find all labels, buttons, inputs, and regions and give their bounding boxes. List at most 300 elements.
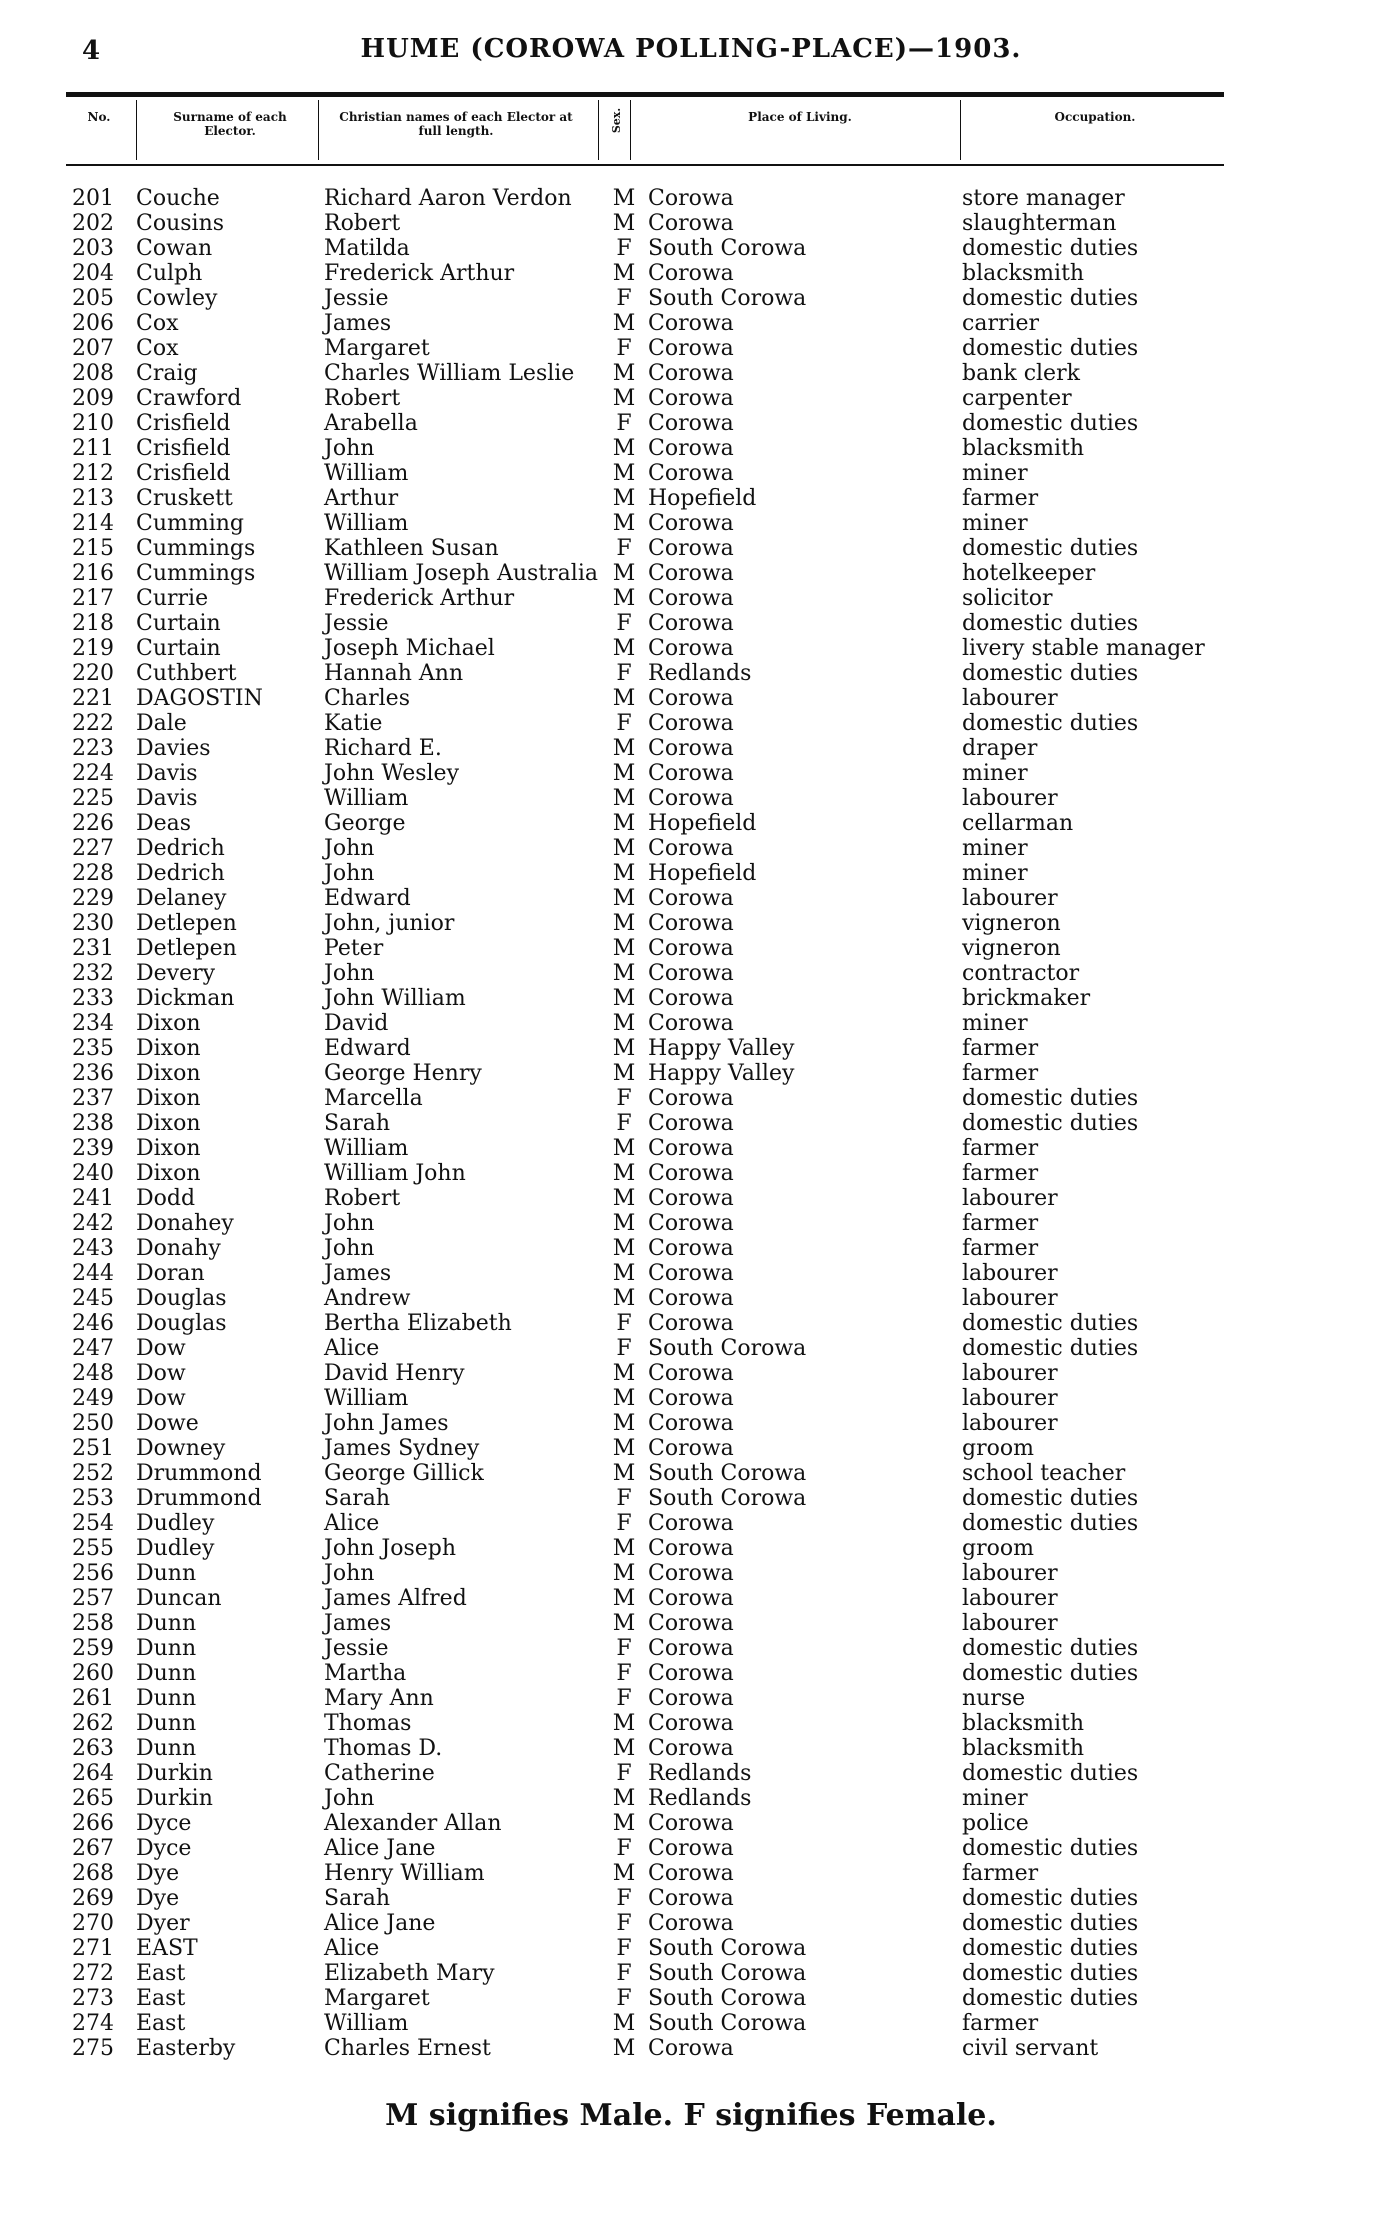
- elector-christian-names: Frederick Arthur: [324, 261, 515, 286]
- elector-surname: Duncan: [136, 1586, 222, 1611]
- elector-number: 230: [72, 911, 114, 936]
- elector-place-of-living: Corowa: [648, 361, 734, 386]
- elector-place-of-living: South Corowa: [648, 286, 807, 311]
- elector-sex: M: [612, 1386, 636, 1411]
- header-bottom-rule: [66, 164, 1224, 166]
- elector-christian-names: Jessie: [324, 1636, 389, 1661]
- elector-sex: F: [616, 1111, 632, 1136]
- elector-occupation: farmer: [962, 1236, 1039, 1261]
- elector-place-of-living: Corowa: [648, 436, 734, 461]
- elector-occupation: livery stable manager: [962, 636, 1205, 661]
- table-row: [66, 1936, 1226, 1961]
- table-row: [66, 436, 1226, 461]
- elector-number: 210: [72, 411, 114, 436]
- elector-surname: Currie: [136, 586, 209, 611]
- elector-christian-names: Charles: [324, 686, 410, 711]
- column-header-sex: Sex.: [610, 107, 624, 134]
- elector-christian-names: John: [324, 1211, 375, 1236]
- elector-number: 274: [72, 2011, 114, 2036]
- elector-place-of-living: Corowa: [648, 1861, 734, 1886]
- elector-sex: M: [612, 511, 636, 536]
- elector-occupation: domestic duties: [962, 1636, 1139, 1661]
- elector-sex: M: [612, 861, 636, 886]
- elector-sex: M: [612, 1286, 636, 1311]
- elector-occupation: labourer: [962, 786, 1058, 811]
- elector-surname: Dow: [136, 1386, 186, 1411]
- table-row: [66, 236, 1226, 261]
- elector-surname: Cummings: [136, 536, 256, 561]
- elector-occupation: blacksmith: [962, 436, 1085, 461]
- elector-surname: Delaney: [136, 886, 227, 911]
- elector-number: 219: [72, 636, 114, 661]
- elector-place-of-living: Corowa: [648, 1611, 734, 1636]
- elector-sex: F: [616, 1336, 632, 1361]
- elector-surname: Davies: [136, 736, 211, 761]
- elector-number: 259: [72, 1636, 114, 1661]
- elector-number: 211: [72, 436, 114, 461]
- elector-place-of-living: Corowa: [648, 1361, 734, 1386]
- elector-sex: M: [612, 636, 636, 661]
- elector-number: 202: [72, 211, 114, 236]
- elector-christian-names: John: [324, 1561, 375, 1586]
- elector-number: 248: [72, 1361, 114, 1386]
- elector-place-of-living: Corowa: [648, 1561, 734, 1586]
- elector-place-of-living: South Corowa: [648, 1936, 807, 1961]
- elector-surname: Crawford: [136, 386, 242, 411]
- elector-surname: Cumming: [136, 511, 245, 536]
- elector-christian-names: John: [324, 1786, 375, 1811]
- elector-place-of-living: Redlands: [648, 661, 752, 686]
- elector-occupation: domestic duties: [962, 286, 1139, 311]
- elector-surname: Dye: [136, 1861, 180, 1886]
- elector-christian-names: Robert: [324, 1186, 401, 1211]
- table-row: [66, 1586, 1226, 1611]
- table-row: [66, 1286, 1226, 1311]
- elector-number: 231: [72, 936, 114, 961]
- elector-christian-names: Arabella: [324, 411, 418, 436]
- elector-place-of-living: Corowa: [648, 836, 734, 861]
- elector-christian-names: William: [324, 1136, 409, 1161]
- elector-surname: Cruskett: [136, 486, 233, 511]
- elector-sex: M: [612, 1536, 636, 1561]
- elector-surname: Cox: [136, 311, 179, 336]
- elector-sex: M: [612, 186, 636, 211]
- elector-surname: East: [136, 2011, 186, 2036]
- elector-place-of-living: Corowa: [648, 336, 734, 361]
- table-row: [66, 461, 1226, 486]
- elector-surname: Cuthbert: [136, 661, 237, 686]
- elector-occupation: miner: [962, 511, 1028, 536]
- table-row: [66, 1086, 1226, 1111]
- header-top-rule: [66, 92, 1224, 97]
- page-title: HUME (COROWA POLLING-PLACE)—1903.: [360, 34, 1022, 64]
- elector-place-of-living: Hopefield: [648, 861, 757, 886]
- elector-place-of-living: Corowa: [648, 736, 734, 761]
- elector-christian-names: Matilda: [324, 236, 410, 261]
- table-row: [66, 861, 1226, 886]
- elector-surname: Cummings: [136, 561, 256, 586]
- elector-surname: Dixon: [136, 1111, 201, 1136]
- elector-number: 229: [72, 886, 114, 911]
- table-row: [66, 836, 1226, 861]
- elector-surname: Dixon: [136, 1036, 201, 1061]
- elector-occupation: domestic duties: [962, 1961, 1139, 1986]
- elector-surname: EAST: [136, 1936, 198, 1961]
- elector-surname: Crisfield: [136, 411, 231, 436]
- elector-occupation: labourer: [962, 1286, 1058, 1311]
- elector-sex: M: [612, 1586, 636, 1611]
- elector-place-of-living: Corowa: [648, 1386, 734, 1411]
- elector-christian-names: Bertha Elizabeth: [324, 1311, 512, 1336]
- elector-christian-names: Hannah Ann: [324, 661, 464, 686]
- elector-sex: M: [612, 836, 636, 861]
- elector-number: 220: [72, 661, 114, 686]
- table-row: [66, 811, 1226, 836]
- table-row: [66, 1686, 1226, 1711]
- elector-occupation: cellarman: [962, 811, 1074, 836]
- elector-place-of-living: Corowa: [648, 1636, 734, 1661]
- elector-place-of-living: Hopefield: [648, 811, 757, 836]
- table-row: [66, 1961, 1226, 1986]
- elector-number: 253: [72, 1486, 114, 1511]
- elector-sex: M: [612, 2011, 636, 2036]
- elector-surname: Crisfield: [136, 461, 231, 486]
- elector-christian-names: Jessie: [324, 286, 389, 311]
- elector-christian-names: Margaret: [324, 1986, 430, 2011]
- elector-christian-names: Alexander Allan: [324, 1811, 502, 1836]
- elector-christian-names: Jessie: [324, 611, 389, 636]
- elector-occupation: labourer: [962, 1586, 1058, 1611]
- table-row: [66, 886, 1226, 911]
- table-row: [66, 486, 1226, 511]
- elector-sex: M: [612, 1236, 636, 1261]
- elector-occupation: labourer: [962, 1386, 1058, 1411]
- elector-number: 237: [72, 1086, 114, 1111]
- elector-place-of-living: South Corowa: [648, 1461, 807, 1486]
- elector-surname: Downey: [136, 1436, 226, 1461]
- elector-surname: Dunn: [136, 1636, 197, 1661]
- elector-surname: Culph: [136, 261, 203, 286]
- table-row: [66, 1311, 1226, 1336]
- elector-occupation: domestic duties: [962, 1836, 1139, 1861]
- elector-number: 215: [72, 536, 114, 561]
- elector-place-of-living: Redlands: [648, 1761, 752, 1786]
- table-row: [66, 1061, 1226, 1086]
- elector-place-of-living: South Corowa: [648, 2011, 807, 2036]
- elector-number: 244: [72, 1261, 114, 1286]
- elector-occupation: domestic duties: [962, 1936, 1139, 1961]
- elector-christian-names: Edward: [324, 1036, 411, 1061]
- elector-occupation: farmer: [962, 486, 1039, 511]
- elector-place-of-living: Corowa: [648, 886, 734, 911]
- elector-christian-names: Marcella: [324, 1086, 423, 1111]
- elector-place-of-living: Corowa: [648, 1586, 734, 1611]
- elector-christian-names: Elizabeth Mary: [324, 1961, 495, 1986]
- elector-sex: F: [616, 611, 632, 636]
- table-row: [66, 1386, 1226, 1411]
- elector-occupation: miner: [962, 1011, 1028, 1036]
- elector-sex: M: [612, 1711, 636, 1736]
- elector-number: 275: [72, 2036, 114, 2061]
- electoral-roll-table: [66, 186, 1226, 2061]
- elector-occupation: blacksmith: [962, 261, 1085, 286]
- elector-occupation: vigneron: [962, 911, 1061, 936]
- elector-occupation: carrier: [962, 311, 1040, 336]
- elector-number: 224: [72, 761, 114, 786]
- elector-christian-names: David: [324, 1011, 389, 1036]
- elector-surname: Dunn: [136, 1711, 197, 1736]
- elector-sex: M: [612, 811, 636, 836]
- table-row: [66, 961, 1226, 986]
- elector-occupation: domestic duties: [962, 1486, 1139, 1511]
- elector-number: 263: [72, 1736, 114, 1761]
- elector-place-of-living: Redlands: [648, 1786, 752, 1811]
- column-divider: [318, 100, 319, 160]
- table-row: [66, 1836, 1226, 1861]
- elector-place-of-living: Corowa: [648, 1086, 734, 1111]
- elector-number: 249: [72, 1386, 114, 1411]
- elector-occupation: nurse: [962, 1686, 1026, 1711]
- elector-surname: Deas: [136, 811, 192, 836]
- elector-occupation: police: [962, 1811, 1029, 1836]
- elector-place-of-living: Corowa: [648, 1686, 734, 1711]
- table-row: [66, 711, 1226, 736]
- elector-number: 255: [72, 1536, 114, 1561]
- elector-sex: M: [612, 1861, 636, 1886]
- elector-place-of-living: Corowa: [648, 1736, 734, 1761]
- elector-number: 242: [72, 1211, 114, 1236]
- elector-surname: Dunn: [136, 1736, 197, 1761]
- elector-occupation: domestic duties: [962, 1311, 1139, 1336]
- elector-christian-names: Henry William: [324, 1861, 485, 1886]
- elector-place-of-living: Corowa: [648, 586, 734, 611]
- elector-christian-names: Mary Ann: [324, 1686, 434, 1711]
- table-row: [66, 1536, 1226, 1561]
- elector-number: 235: [72, 1036, 114, 1061]
- elector-christian-names: Catherine: [324, 1761, 435, 1786]
- elector-place-of-living: Corowa: [648, 1136, 734, 1161]
- elector-surname: Dunn: [136, 1661, 197, 1686]
- elector-sex: M: [612, 461, 636, 486]
- elector-occupation: domestic duties: [962, 336, 1139, 361]
- elector-number: 238: [72, 1111, 114, 1136]
- elector-number: 246: [72, 1311, 114, 1336]
- elector-christian-names: William: [324, 786, 409, 811]
- elector-place-of-living: Corowa: [648, 1661, 734, 1686]
- elector-surname: Dow: [136, 1361, 186, 1386]
- elector-place-of-living: Corowa: [648, 1511, 734, 1536]
- elector-number: 221: [72, 686, 114, 711]
- elector-place-of-living: Corowa: [648, 1311, 734, 1336]
- elector-occupation: domestic duties: [962, 1336, 1139, 1361]
- elector-sex: F: [616, 1086, 632, 1111]
- elector-surname: Dudley: [136, 1536, 215, 1561]
- elector-number: 258: [72, 1611, 114, 1636]
- elector-occupation: miner: [962, 861, 1028, 886]
- table-row: [66, 761, 1226, 786]
- elector-sex: M: [612, 436, 636, 461]
- elector-christian-names: James: [324, 1611, 392, 1636]
- elector-number: 204: [72, 261, 114, 286]
- elector-occupation: domestic duties: [962, 1761, 1139, 1786]
- elector-christian-names: Richard Aaron Verdon: [324, 186, 572, 211]
- elector-sex: F: [616, 1686, 632, 1711]
- column-header-no: No.: [87, 110, 111, 124]
- elector-occupation: domestic duties: [962, 536, 1139, 561]
- elector-surname: Dixon: [136, 1011, 201, 1036]
- elector-sex: M: [612, 936, 636, 961]
- elector-number: 251: [72, 1436, 114, 1461]
- table-row: [66, 1236, 1226, 1261]
- elector-occupation: domestic duties: [962, 1661, 1139, 1686]
- elector-sex: M: [612, 1261, 636, 1286]
- elector-occupation: miner: [962, 461, 1028, 486]
- elector-surname: Cousins: [136, 211, 225, 236]
- elector-occupation: farmer: [962, 1061, 1039, 1086]
- table-row: [66, 1636, 1226, 1661]
- elector-sex: F: [616, 411, 632, 436]
- table-row: [66, 1511, 1226, 1536]
- elector-sex: F: [616, 286, 632, 311]
- elector-sex: M: [612, 886, 636, 911]
- table-row: [66, 611, 1226, 636]
- elector-christian-names: Thomas D.: [324, 1736, 443, 1761]
- table-row: [66, 1436, 1226, 1461]
- elector-occupation: farmer: [962, 1036, 1039, 1061]
- elector-number: 212: [72, 461, 114, 486]
- elector-christian-names: John: [324, 436, 375, 461]
- elector-sex: F: [616, 1936, 632, 1961]
- elector-christian-names: John: [324, 1236, 375, 1261]
- table-row: [66, 1661, 1226, 1686]
- table-row: [66, 1786, 1226, 1811]
- elector-surname: Dixon: [136, 1061, 201, 1086]
- elector-christian-names: William John: [324, 1161, 466, 1186]
- elector-occupation: domestic duties: [962, 1886, 1139, 1911]
- elector-christian-names: Margaret: [324, 336, 430, 361]
- elector-christian-names: Richard E.: [324, 736, 442, 761]
- elector-place-of-living: Corowa: [648, 936, 734, 961]
- table-row: [66, 911, 1226, 936]
- elector-surname: Dodd: [136, 1186, 196, 1211]
- elector-sex: F: [616, 1961, 632, 1986]
- elector-number: 245: [72, 1286, 114, 1311]
- elector-occupation: blacksmith: [962, 1736, 1085, 1761]
- elector-sex: M: [612, 736, 636, 761]
- table-row: [66, 1011, 1226, 1036]
- elector-number: 218: [72, 611, 114, 636]
- table-row: [66, 1886, 1226, 1911]
- table-row: [66, 636, 1226, 661]
- elector-occupation: farmer: [962, 1136, 1039, 1161]
- elector-sex: F: [616, 236, 632, 261]
- elector-christian-names: Edward: [324, 886, 411, 911]
- elector-place-of-living: Corowa: [648, 761, 734, 786]
- elector-surname: DAGOSTIN: [136, 686, 263, 711]
- elector-surname: East: [136, 1961, 186, 1986]
- elector-occupation: farmer: [962, 2011, 1039, 2036]
- elector-surname: Crisfield: [136, 436, 231, 461]
- elector-occupation: domestic duties: [962, 661, 1139, 686]
- elector-christian-names: Robert: [324, 386, 401, 411]
- elector-place-of-living: Corowa: [648, 561, 734, 586]
- elector-christian-names: Robert: [324, 211, 401, 236]
- elector-sex: M: [612, 961, 636, 986]
- table-row: [66, 786, 1226, 811]
- table-row: [66, 661, 1226, 686]
- elector-christian-names: John, junior: [324, 911, 455, 936]
- elector-place-of-living: Corowa: [648, 686, 734, 711]
- elector-sex: M: [612, 1011, 636, 1036]
- elector-surname: Dale: [136, 711, 187, 736]
- elector-christian-names: James: [324, 311, 392, 336]
- elector-number: 257: [72, 1586, 114, 1611]
- elector-surname: Drummond: [136, 1461, 262, 1486]
- elector-sex: F: [616, 1836, 632, 1861]
- elector-occupation: farmer: [962, 1211, 1039, 1236]
- elector-occupation: contractor: [962, 961, 1080, 986]
- elector-sex: M: [612, 1161, 636, 1186]
- elector-place-of-living: Corowa: [648, 186, 734, 211]
- table-row: [66, 1711, 1226, 1736]
- elector-sex: M: [612, 561, 636, 586]
- elector-christian-names: John James: [324, 1411, 449, 1436]
- elector-sex: F: [616, 1636, 632, 1661]
- elector-occupation: school teacher: [962, 1461, 1126, 1486]
- table-row: [66, 261, 1226, 286]
- elector-occupation: domestic duties: [962, 1111, 1139, 1136]
- elector-place-of-living: South Corowa: [648, 236, 807, 261]
- elector-sex: M: [612, 486, 636, 511]
- elector-sex: M: [612, 361, 636, 386]
- table-row: [66, 361, 1226, 386]
- elector-number: 256: [72, 1561, 114, 1586]
- elector-sex: M: [612, 1611, 636, 1636]
- elector-surname: Dedrich: [136, 836, 225, 861]
- elector-sex: M: [612, 1186, 636, 1211]
- elector-number: 239: [72, 1136, 114, 1161]
- elector-sex: M: [612, 2036, 636, 2061]
- elector-christian-names: Katie: [324, 711, 383, 736]
- elector-place-of-living: Corowa: [648, 1286, 734, 1311]
- elector-sex: M: [612, 586, 636, 611]
- elector-surname: East: [136, 1986, 186, 2011]
- elector-place-of-living: Corowa: [648, 211, 734, 236]
- table-row: [66, 736, 1226, 761]
- table-row: [66, 586, 1226, 611]
- elector-occupation: labourer: [962, 1411, 1058, 1436]
- elector-number: 201: [72, 186, 114, 211]
- elector-surname: Douglas: [136, 1311, 227, 1336]
- elector-christian-names: Arthur: [324, 486, 399, 511]
- elector-occupation: labourer: [962, 1611, 1058, 1636]
- elector-christian-names: Charles Ernest: [324, 2036, 491, 2061]
- elector-christian-names: Andrew: [324, 1286, 411, 1311]
- elector-christian-names: James Sydney: [324, 1436, 480, 1461]
- footer-legend: M signifies Male. F signifies Female.: [385, 2098, 997, 2133]
- elector-place-of-living: Corowa: [648, 986, 734, 1011]
- table-row: [66, 1736, 1226, 1761]
- elector-sex: M: [612, 761, 636, 786]
- elector-number: 262: [72, 1711, 114, 1736]
- elector-sex: M: [612, 1061, 636, 1086]
- elector-surname: Detlepen: [136, 911, 237, 936]
- elector-place-of-living: Corowa: [648, 2036, 734, 2061]
- elector-christian-names: Martha: [324, 1661, 407, 1686]
- elector-surname: Dedrich: [136, 861, 225, 886]
- elector-place-of-living: South Corowa: [648, 1986, 807, 2011]
- elector-sex: F: [616, 1986, 632, 2011]
